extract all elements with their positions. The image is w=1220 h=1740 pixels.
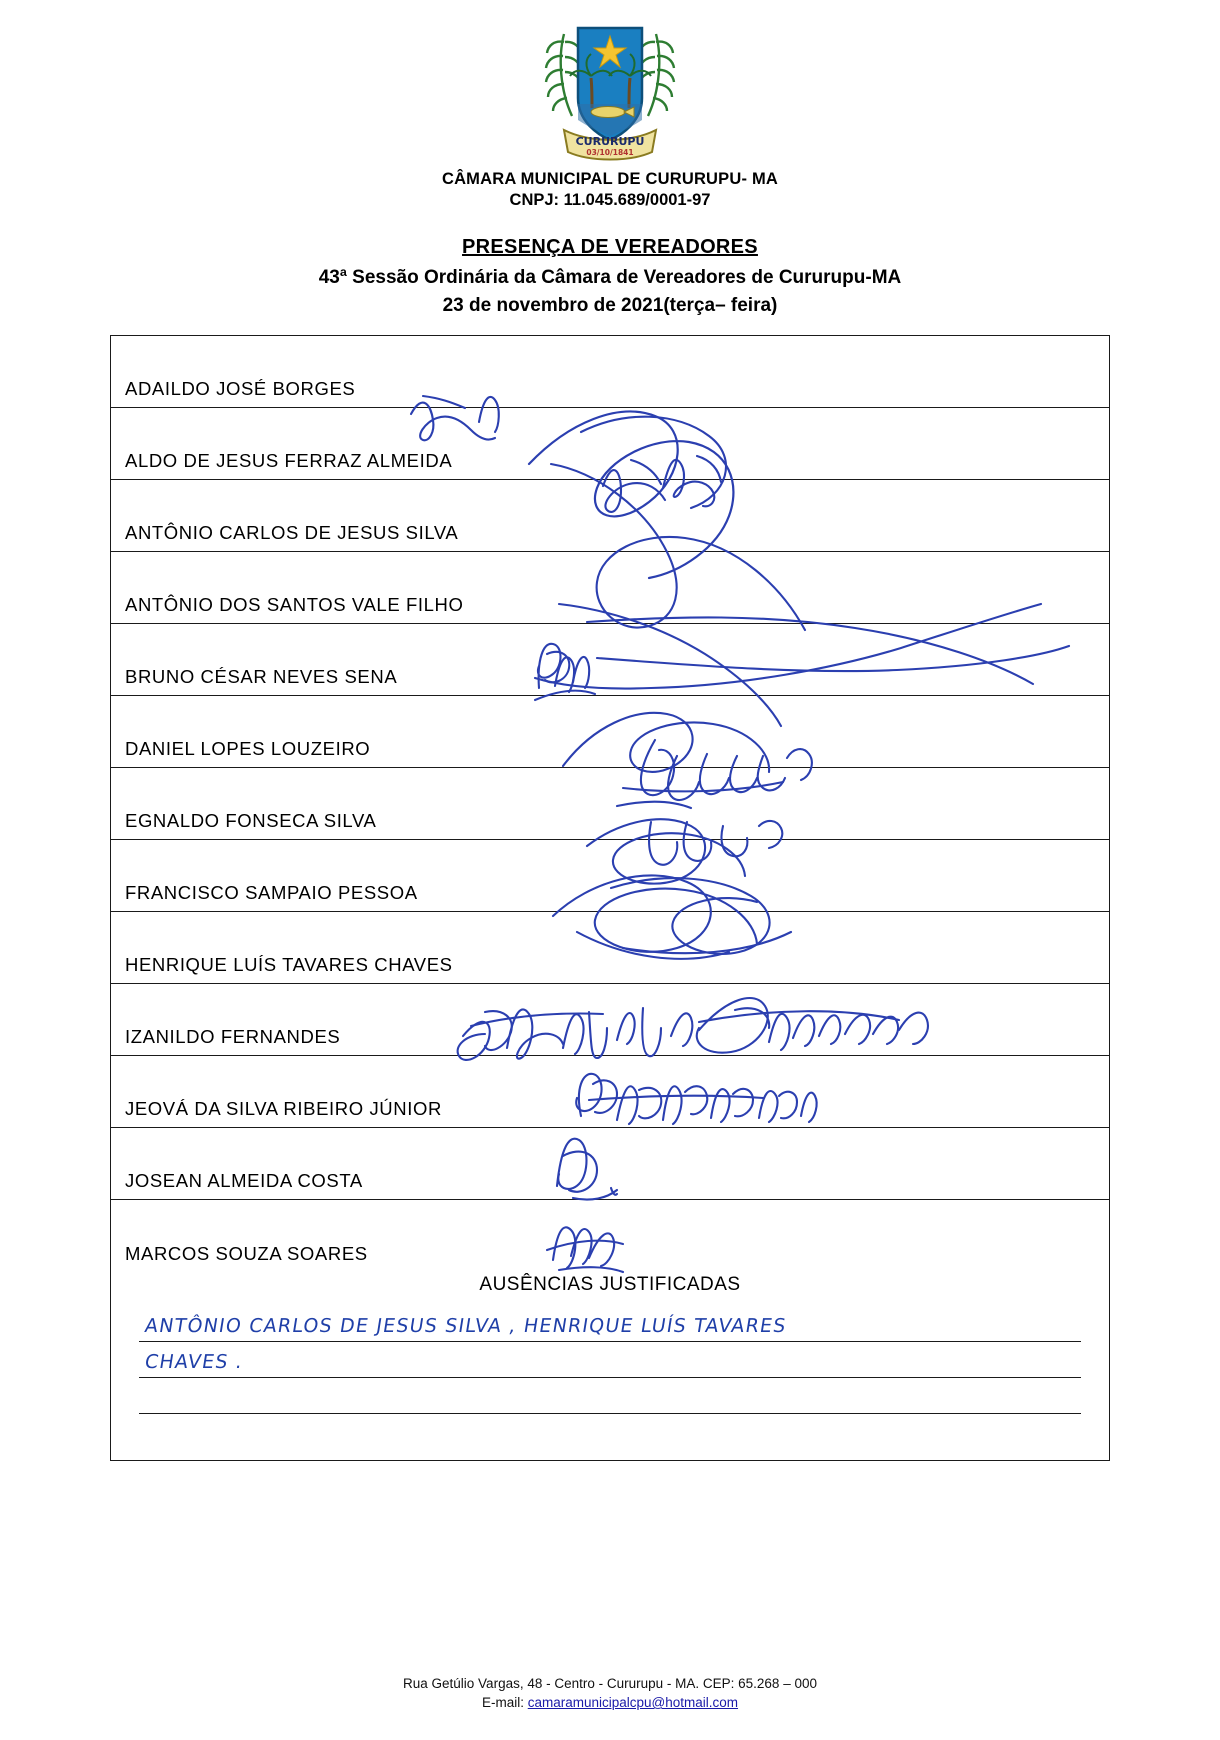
attendance-table [110,335,1110,1461]
crest-container [0,0,1220,164]
footer-email-row [0,1695,1220,1710]
member-name: ALDO DE JESUS FERRAZ ALMEIDA [125,450,453,471]
footer-email-link[interactable]: camaramunicipalcpu@hotmail.com [527,1695,739,1710]
footer-email-label: E-mail: [481,1695,528,1710]
member-name: EGNALDO FONSECA SILVA [125,810,377,831]
document-header [0,170,1220,317]
table-row [111,336,1109,408]
absence-text-line-1: ANTÔNIO CARLOS DE JESUS SILVA , HENRIQUE LUÍS TAVARES [143,1315,789,1337]
table-row [111,408,1109,480]
member-name: HENRIQUE LUÍS TAVARES CHAVES [125,954,453,975]
page-footer [0,1676,1220,1710]
organization-cnpj: CNPJ: 11.045.689/0001-97 [509,191,711,209]
member-name: JOSEAN ALMEIDA COSTA [125,1170,363,1191]
table-row [111,480,1109,552]
table-row [111,1056,1109,1128]
table-row [111,1128,1109,1200]
table-row [111,1200,1109,1272]
member-name: DANIEL LOPES LOUZEIRO [125,738,371,759]
page-title: PRESENÇA DE VEREADORES [462,236,758,258]
coat-of-arms-icon [520,12,700,164]
crest-date-text: 03/10/1841 [586,148,634,157]
organization-name: CÂMARA MUNICIPAL DE CURURUPU- MA [441,170,779,188]
absence-line [139,1342,1081,1378]
absence-line [139,1306,1081,1342]
member-name: MARCOS SOUZA SOARES [125,1243,368,1264]
absence-text-line-2: CHAVES . [143,1351,245,1373]
table-row [111,552,1109,624]
absence-line [139,1378,1081,1414]
table-row [111,624,1109,696]
member-name: JEOVÁ DA SILVA RIBEIRO JÚNIOR [125,1098,442,1119]
member-name: BRUNO CÉSAR NEVES SENA [125,666,398,687]
member-name: ADAILDO JOSÉ BORGES [125,378,356,399]
table-row [111,840,1109,912]
member-name: ANTÔNIO DOS SANTOS VALE FILHO [125,594,464,615]
member-name: ANTÔNIO CARLOS DE JESUS SILVA [125,522,459,543]
footer-address: Rua Getúlio Vargas, 48 - Centro - Cururupu - MA. CEP: 65.268 – 000 [403,1676,817,1691]
member-name: FRANCISCO SAMPAIO PESSOA [125,882,418,903]
table-row [111,768,1109,840]
table-row [111,912,1109,984]
absences-heading: AUSÊNCIAS JUSTIFICADAS [479,1274,741,1295]
table-row [111,696,1109,768]
attendance-rows [111,336,1109,1272]
crest-motto-text: CURURUPU [575,135,645,148]
absence-spacer [139,1414,1081,1460]
member-name: IZANILDO FERNANDES [125,1026,341,1047]
session-subtitle: 43ª Sessão Ordinária da Câmara de Vereadores de Cururupu-MA [318,267,902,288]
session-date: 23 de novembro de 2021(terça– feira) [442,295,778,316]
absences-section [111,1306,1109,1460]
table-row [111,984,1109,1056]
